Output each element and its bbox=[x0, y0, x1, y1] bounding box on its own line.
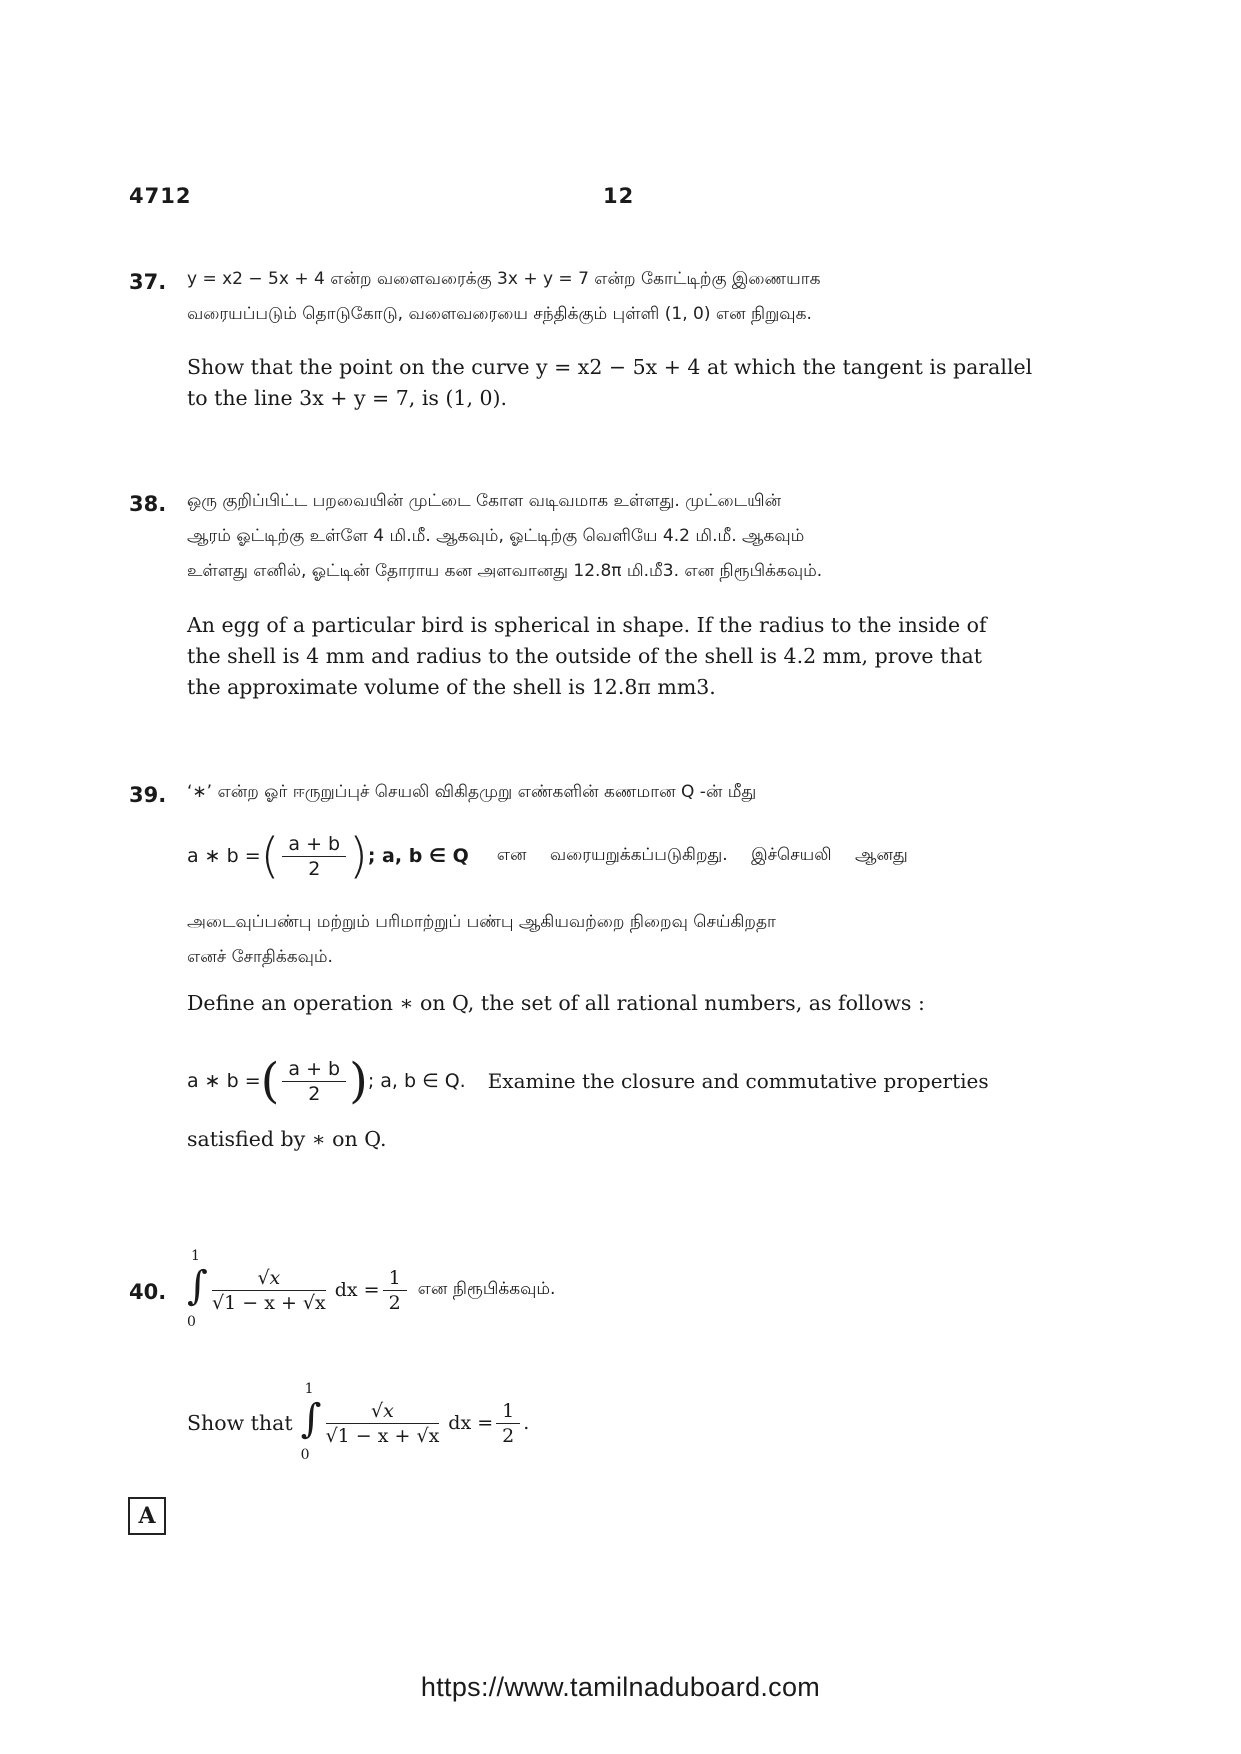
q39-formula-tail: ; a, b ∈ Q bbox=[367, 845, 469, 867]
question-39-number: 39. bbox=[129, 783, 167, 807]
q40-upper-limit: 1 bbox=[191, 1248, 200, 1264]
q40-en-rhs bbox=[496, 1400, 520, 1447]
q39-en-formula-fraction bbox=[282, 1058, 346, 1105]
q39-en-line1: Define an operation ∗ on Q, the set of all rational numbers, as follows : bbox=[187, 991, 925, 1015]
q37-en-line2: to the line 3x + y = 7, is (1, 0). bbox=[187, 386, 508, 410]
q40-en-integrand-den: √1 − x + √x bbox=[325, 1424, 440, 1447]
q40-rhs-den: 2 bbox=[388, 1291, 401, 1314]
question-37-tamil bbox=[187, 262, 1057, 332]
q37-ta-line2: வரையப்படும் தொடுகோடு, வளைவரையை சந்திக்கும் புள்ளி (1, 0) என நிறுவுக. bbox=[187, 304, 812, 324]
q40-en-integrand bbox=[326, 1400, 440, 1447]
q40-integrand-den: √1 − x + √x bbox=[212, 1291, 326, 1314]
q38-en-line3: the approximate volume of the shell is 12.8π mm3. bbox=[187, 675, 716, 699]
question-38-tamil bbox=[187, 484, 1057, 589]
q38-en-line2: the shell is 4 mm and radius to the outside of the shell is 4.2 mm, prove that bbox=[187, 644, 982, 668]
q39-en-line3: satisfied by ∗ on Q. bbox=[187, 1127, 387, 1151]
q40-rhs bbox=[383, 1267, 407, 1314]
question-38-number: 38. bbox=[129, 492, 167, 516]
question-37-number: 37. bbox=[129, 270, 167, 294]
booklet-series-box: A bbox=[128, 1497, 166, 1535]
question-38-english bbox=[187, 610, 1057, 703]
q40-en-prefix: Show that bbox=[187, 1411, 293, 1435]
q40-en-end: . bbox=[523, 1412, 530, 1434]
q40-tamil-integral bbox=[187, 1250, 555, 1330]
q39-formula-num: a + b bbox=[282, 833, 346, 857]
q39-ta-line1: ‘∗’ என்ற ஓர் ஈருறுப்புச் செயலி விகிதமுறு எண்களின் கணமான Q -ன் மீது bbox=[187, 782, 757, 802]
q39-en-line2-rest: Examine the closure and commutative properties bbox=[487, 1069, 989, 1093]
q39-tamil-continued bbox=[187, 905, 1057, 975]
q40-lower-limit: 0 bbox=[187, 1314, 196, 1330]
q40-rhs-num: 1 bbox=[383, 1267, 407, 1291]
page-number: 12 bbox=[603, 184, 635, 208]
q40-dx: dx = bbox=[334, 1279, 380, 1301]
q38-ta-line1: ஒரு குறிப்பிட்ட பறவையின் முட்டை கோள வடிவமாக உள்ளது. முட்டையின் bbox=[187, 491, 782, 511]
q39-ta-line3: அடைவுப்பண்பு மற்றும் பரிமாற்றுப் பண்பு ஆகியவற்றை நிறைவு செய்கிறதா bbox=[187, 912, 776, 932]
q40-en-lower-limit: 0 bbox=[300, 1447, 310, 1463]
paper-code: 4712 bbox=[129, 184, 192, 208]
q40-en-rhs-den: 2 bbox=[502, 1424, 515, 1447]
q39-formula-fraction bbox=[282, 833, 346, 880]
q39-en-formula-tail: ; a, b ∈ Q. bbox=[367, 1070, 466, 1092]
q38-ta-line3: உள்ளது எனில், ஓட்டின் தோராய கன அளவானது 12.8π மி.மீ3. என நிரூபிக்கவும். bbox=[187, 561, 823, 581]
question-40-number: 40. bbox=[129, 1280, 167, 1304]
q40-en-integrand-num: √x bbox=[326, 1400, 440, 1424]
q40-ta-rest: என நிரூபிக்கவும். bbox=[417, 1279, 556, 1299]
q37-ta-line1: y = x2 − 5x + 4 என்ற வளைவரைக்கு 3x + y = 7 என்ற கோட்டிற்கு இணையாக bbox=[187, 269, 821, 289]
q40-english-integral bbox=[187, 1383, 529, 1463]
q40-en-upper-limit: 1 bbox=[304, 1381, 314, 1397]
footer-url[interactable]: https://www.tamilnaduboard.com bbox=[420, 1672, 821, 1702]
q39-formula-den: 2 bbox=[308, 857, 321, 880]
q39-ta-formula-line: a ∗ b = ( $\frac{a + b}{2}$ ) ; a, b ∈ Q என வரையறுக்கப்படுகிறது. இச்செயலி ஆனது bbox=[187, 828, 908, 884]
q38-en-line1: An egg of a particular bird is spherical in shape. If the radius to the inside of bbox=[187, 613, 987, 637]
q40-en-rhs-num: 1 bbox=[496, 1400, 520, 1424]
q40-integrand-num: √x bbox=[212, 1267, 326, 1291]
q40-integrand bbox=[212, 1267, 326, 1314]
q39-ta-line2-rest: என வரையறுக்கப்படுகிறது. இச்செயலி ஆனது bbox=[496, 845, 908, 865]
q38-ta-line2: ஆரம் ஓட்டிற்கு உள்ளே 4 மி.மீ. ஆகவும், ஓட்டிற்கு வெளியே 4.2 மி.மீ. ஆகவும் bbox=[187, 526, 805, 546]
q40-en-integral-sign: ∫ 1 0 bbox=[300, 1381, 322, 1463]
q39-en-formula-num: a + b bbox=[282, 1058, 346, 1082]
q39-formula-lhs: a ∗ b = bbox=[187, 845, 261, 867]
q39-en-formula-line: a ∗ b = ( $\frac{a + b}{2}$ ) ; a, b ∈ Q. Examine the closure and commutative properties bbox=[187, 1053, 989, 1109]
question-37-english bbox=[187, 352, 1057, 414]
q39-ta-line4: எனச் சோதிக்கவும். bbox=[187, 947, 333, 967]
q40-integral-sign: ∫ 1 0 bbox=[187, 1248, 208, 1330]
q40-en-dx: dx = bbox=[448, 1412, 494, 1434]
q37-en-line1: Show that the point on the curve y = x2 − 5x + 4 at which the tangent is parallel bbox=[187, 355, 1033, 379]
q39-en-formula-den: 2 bbox=[308, 1082, 321, 1105]
q39-en-formula-lhs: a ∗ b = bbox=[187, 1070, 261, 1092]
